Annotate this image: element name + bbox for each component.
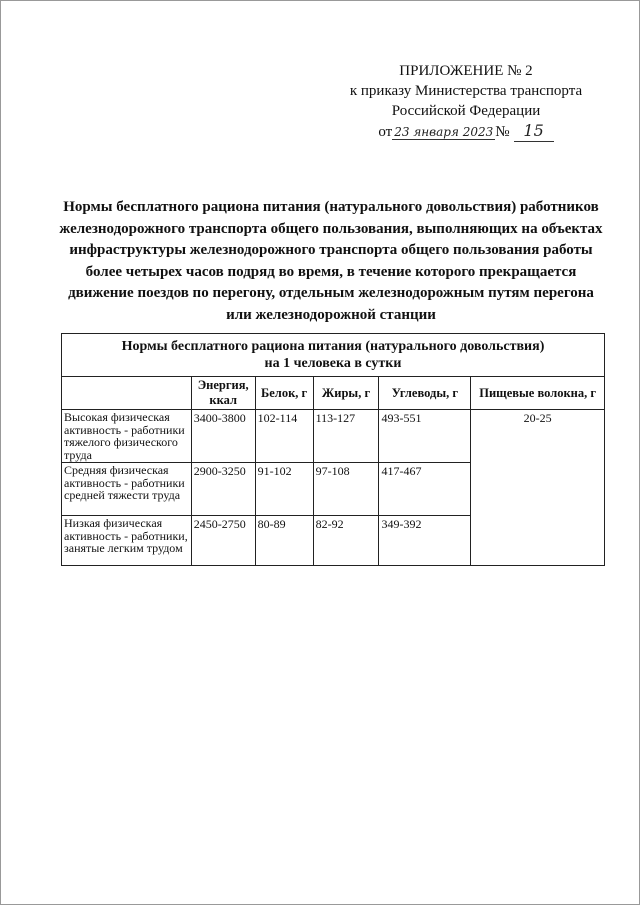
appendix-order-line: к приказу Министерства транспорта: [349, 83, 583, 99]
cell-fiber-all: 20-25: [471, 410, 605, 566]
cell-carbs: 417-467: [379, 463, 471, 516]
cell-fat: 97-108: [313, 463, 379, 516]
appendix-date-number-line: [341, 121, 591, 142]
cell-protein: 91-102: [255, 463, 313, 516]
cell-protein: 80-89: [255, 516, 313, 566]
number-prefix: №: [495, 124, 510, 140]
header-protein: Белок, г: [255, 377, 313, 410]
appendix-block: [341, 61, 591, 142]
cell-carbs: 349-392: [379, 516, 471, 566]
cell-fat: 82-92: [313, 516, 379, 566]
cell-energy: 3400-3800: [191, 410, 255, 463]
header-fat: Жиры, г: [313, 377, 379, 410]
header-energy: Энергия, ккал: [191, 377, 255, 410]
table-row: [62, 410, 605, 463]
appendix-title: ПРИЛОЖЕНИЕ № 2: [399, 63, 533, 79]
row-activity-high: Высокая физическая активность - работники тяжелого физического труда: [62, 410, 192, 463]
document-heading: Нормы бесплатного рациона питания (натурального довольствия) работников железнодорожного транспорта общего пользования, выполняющих на объектах инфраструктуры железнодорожного транспорта общего пользования работы более четырех часов подряд во время, в течение которого прекращается движение поездов по перегону, отдельным железнодорожным путям перегона или железнодорожной станции: [59, 199, 603, 323]
cell-protein: 102-114: [255, 410, 313, 463]
table-caption-line2: на 1 человека в сутки: [264, 356, 402, 371]
table-caption-line1: Нормы бесплатного рациона питания (натурального довольствия): [121, 339, 545, 354]
cell-energy: 2900-3250: [191, 463, 255, 516]
header-activity: [62, 377, 192, 410]
row-activity-low: Низкая физическая активность - работники, занятые легким трудом: [62, 516, 192, 566]
row-activity-medium: Средняя физическая активность - работники средней тяжести труда: [62, 463, 192, 516]
cell-carbs: 493-551: [379, 410, 471, 463]
handwritten-date: 23 января 2023: [394, 125, 494, 139]
table-header-row: [62, 377, 605, 410]
handwritten-number: 15: [514, 121, 554, 142]
cell-fat: 113-127: [313, 410, 379, 463]
header-carbs: Углеводы, г: [379, 377, 471, 410]
norms-table: [61, 333, 605, 566]
table-caption: [62, 334, 605, 377]
header-fiber: Пищевые волокна, г: [471, 377, 605, 410]
table-caption-row: [62, 334, 605, 377]
appendix-ministry-line: Российской Федерации: [391, 103, 541, 119]
cell-energy: 2450-2750: [191, 516, 255, 566]
from-prefix: от: [378, 124, 393, 140]
